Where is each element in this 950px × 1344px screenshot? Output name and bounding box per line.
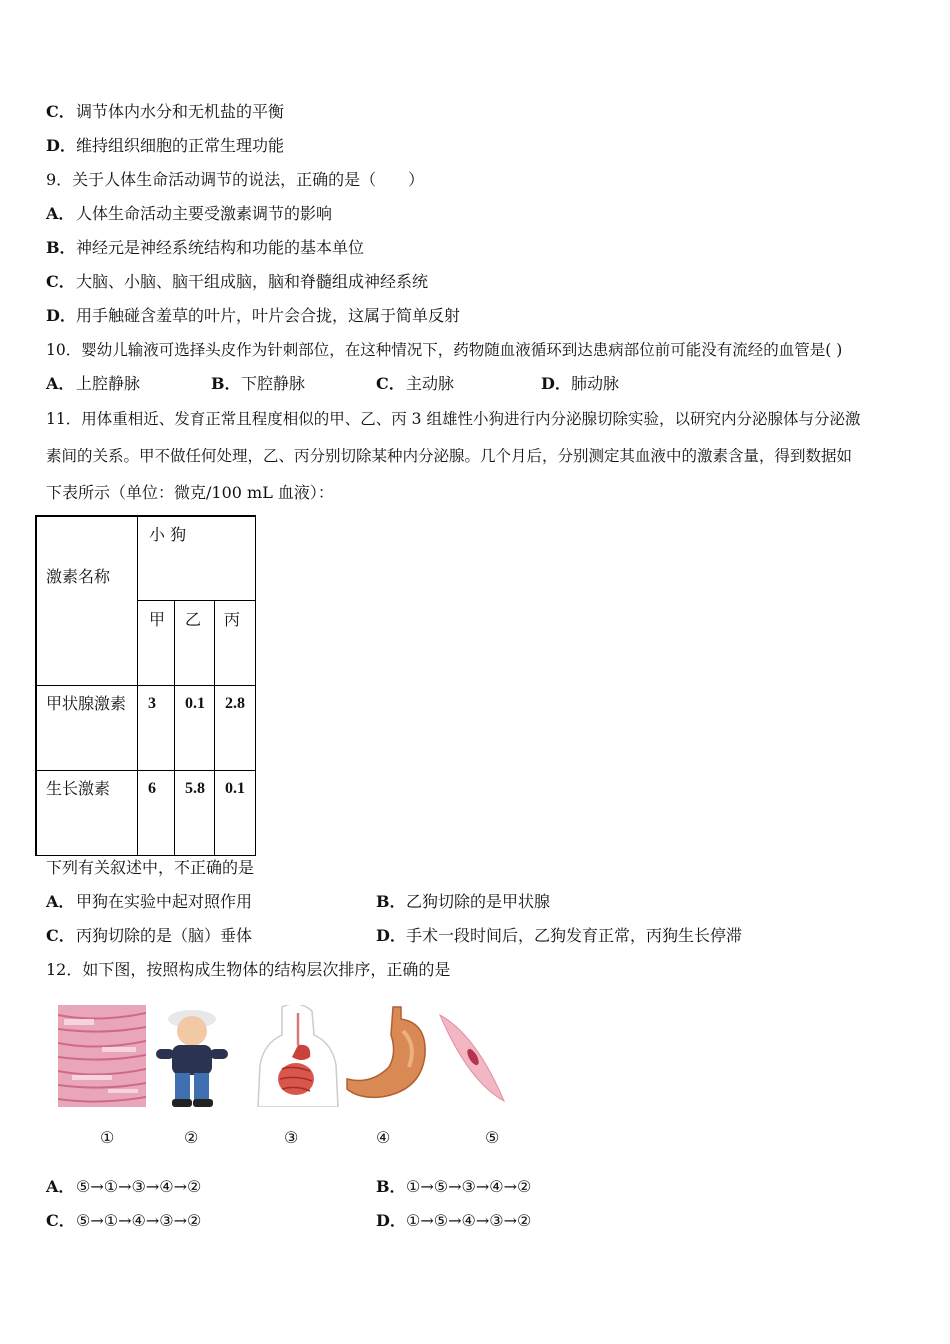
table-cell: 6	[148, 780, 156, 797]
option-text: 乙狗切除的是甲状腺	[406, 892, 551, 911]
option-label: C．	[46, 272, 75, 291]
option-label: D．	[46, 136, 76, 155]
figure-caption-5: ⑤	[485, 1128, 500, 1147]
table-row-name: 甲状腺激素	[46, 694, 127, 713]
option-text: 主动脉	[406, 374, 455, 393]
option-label: B．	[376, 1177, 406, 1196]
q10-option-d	[541, 374, 619, 394]
q8-option-c	[46, 102, 284, 122]
q11-option-a	[46, 892, 252, 912]
option-text: 甲狗在实验中起对照作用	[76, 892, 253, 911]
table-col-a: 甲	[149, 610, 166, 629]
q11-option-c	[46, 926, 252, 946]
option-label: C．	[46, 1211, 75, 1230]
muscle-cell-image	[436, 1005, 508, 1107]
option-label: C．	[46, 926, 75, 945]
q11-option-d	[376, 926, 742, 946]
q8-option-d	[46, 136, 284, 156]
option-label: A．	[46, 374, 75, 393]
option-label: D．	[376, 926, 406, 945]
q9-stem: 9．关于人体生命活动调节的说法，正确的是（ ）	[46, 170, 425, 189]
table-row-name: 生长激素	[46, 779, 111, 798]
option-label: C．	[376, 374, 405, 393]
option-text: ⑤→①→④→③→②	[76, 1211, 202, 1230]
table-cell: 5.8	[185, 780, 205, 797]
table-header-hormone: 激素名称	[46, 567, 111, 586]
option-text: 手术一段时间后，乙狗发育正常，丙狗生长停滞	[406, 926, 743, 945]
baby-image	[148, 1005, 236, 1107]
option-text: 下腔静脉	[241, 374, 306, 393]
q10-stem: 10．婴幼儿输液可选择头皮作为针刺部位，在这种情况下，药物随血液循环到达患病部位前可能没有流经的血管是( )	[46, 341, 843, 359]
option-text: 神经元是神经系统结构和功能的基本单位	[76, 238, 365, 257]
hormone-table	[35, 515, 256, 856]
q10-option-b	[211, 374, 305, 394]
q12-option-d	[376, 1211, 531, 1231]
option-text: 调节体内水分和无机盐的平衡	[76, 102, 285, 121]
figure-caption-2: ②	[184, 1128, 199, 1147]
option-text: 维持组织细胞的正常生理功能	[76, 136, 285, 155]
table-cell: 2.8	[225, 695, 245, 712]
option-label: B．	[46, 238, 76, 257]
table-header-group: 小 狗	[149, 525, 187, 544]
q11-after-table: 下列有关叙述中，不正确的是	[46, 858, 255, 877]
q9-option-d	[46, 306, 460, 326]
q11-stem-line2: 素间的关系。甲不做任何处理，乙、丙分别切除某种内分泌腺。几个月后，分别测定其血液中的激素含量，得到数据如	[46, 447, 853, 465]
option-label: D．	[376, 1211, 406, 1230]
option-text: ①→⑤→④→③→②	[406, 1211, 532, 1230]
option-label: B．	[376, 892, 406, 911]
option-text: 大脑、小脑、脑干组成脑，脑和脊髓组成神经系统	[76, 272, 429, 291]
q11-stem-line1: 11．用体重相近、发育正常且程度相似的甲、乙、丙 3 组雄性小狗进行内分泌腺切除实验，以研究内分泌腺体与分泌激	[46, 410, 861, 428]
option-label: A．	[46, 204, 75, 223]
option-label: A．	[46, 1177, 75, 1196]
q9-option-b	[46, 238, 364, 258]
table-cell: 0.1	[185, 695, 205, 712]
table-cell: 0.1	[225, 780, 245, 797]
digestive-system-image	[252, 1005, 344, 1107]
figure-caption-4: ④	[376, 1128, 391, 1147]
q12-stem: 12．如下图，按照构成生物体的结构层次排序，正确的是	[46, 960, 451, 979]
figure-caption-1: ①	[100, 1128, 115, 1147]
option-label: C．	[46, 102, 75, 121]
stomach-image	[343, 1005, 429, 1107]
q12-option-c	[46, 1211, 201, 1231]
muscle-tissue-image	[58, 1005, 146, 1107]
table-cell: 3	[148, 695, 156, 712]
q9-option-c	[46, 272, 428, 292]
option-text: 人体生命活动主要受激素调节的影响	[76, 204, 333, 223]
q11-option-b	[376, 892, 550, 912]
figure-caption-3: ③	[284, 1128, 299, 1147]
q12-option-b	[376, 1177, 531, 1197]
q12-option-a	[46, 1177, 201, 1197]
option-label: A．	[46, 892, 75, 911]
table-col-b: 乙	[185, 610, 202, 629]
option-text: 丙狗切除的是（脑）垂体	[76, 926, 253, 945]
option-label: B．	[211, 374, 241, 393]
table-col-c: 丙	[224, 610, 241, 629]
option-text: 上腔静脉	[76, 374, 141, 393]
q10-option-c	[376, 374, 454, 394]
q10-option-a	[46, 374, 140, 394]
option-label: D．	[46, 306, 76, 325]
q11-stem-line3: 下表所示（单位：微克/100 mL 血液）：	[46, 483, 334, 502]
option-text: ①→⑤→③→④→②	[406, 1177, 532, 1196]
option-text: 用手触碰含羞草的叶片，叶片会合拢，这属于简单反射	[76, 306, 461, 325]
option-text: 肺动脉	[571, 374, 620, 393]
option-label: D．	[541, 374, 571, 393]
option-text: ⑤→①→③→④→②	[76, 1177, 202, 1196]
q9-option-a	[46, 204, 332, 224]
